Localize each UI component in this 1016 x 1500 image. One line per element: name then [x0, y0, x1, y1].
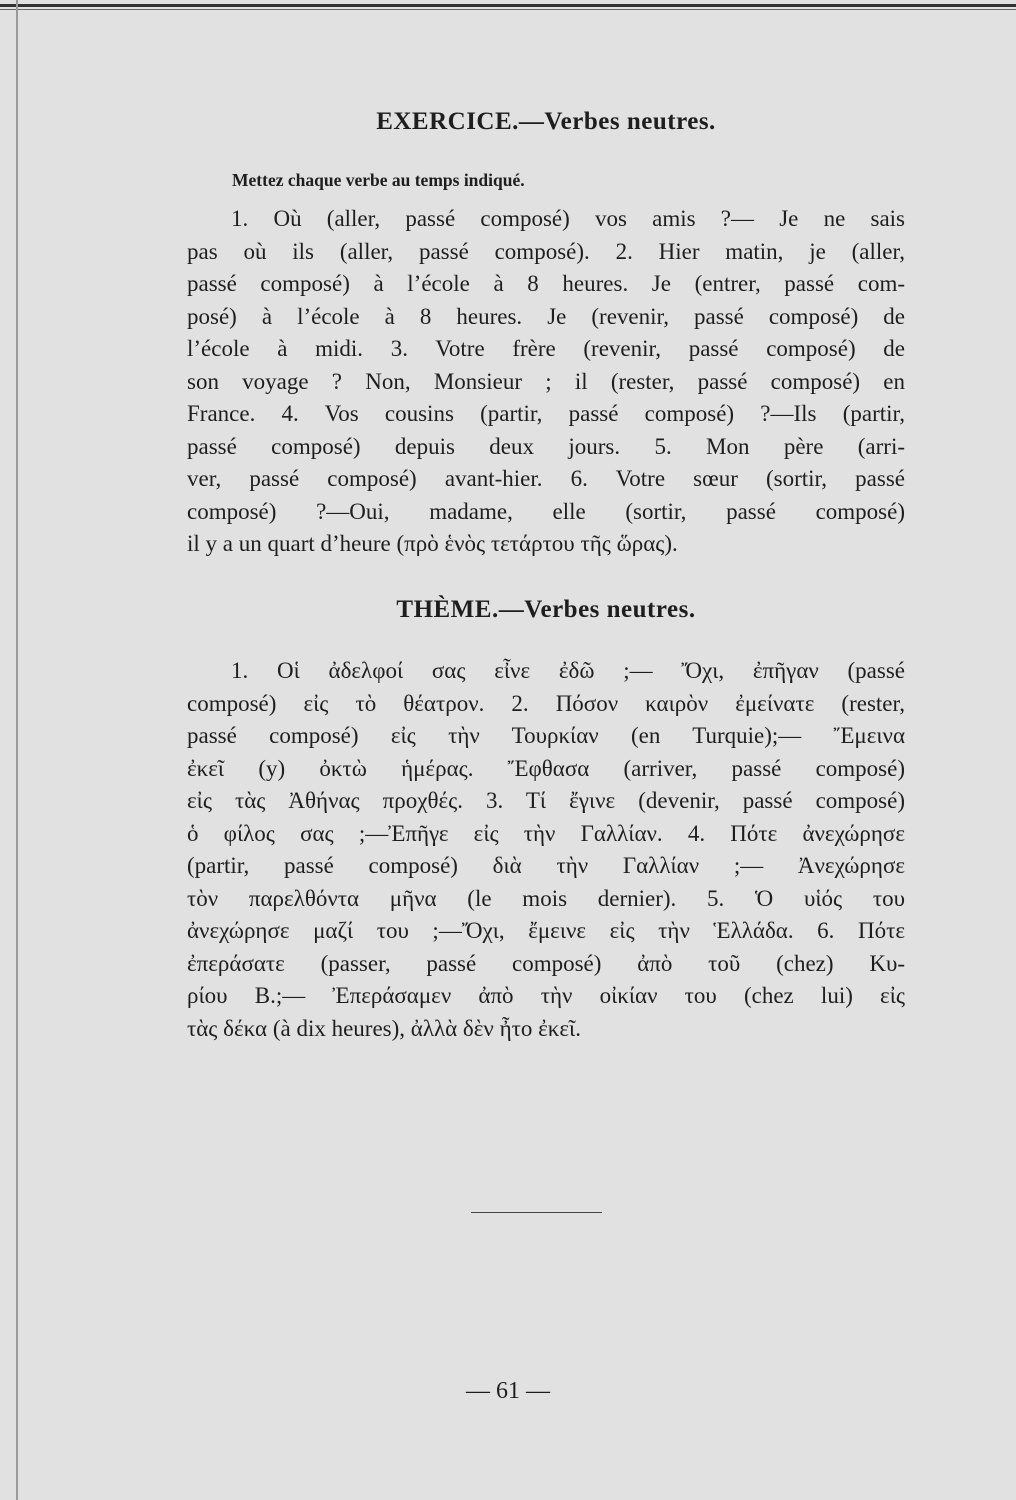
theme-heading-subject: Verbes neutres.: [524, 596, 696, 623]
exercise-line: il y a un quart d’heure (πρὸ ἑνὸς τετάρτου τῆς ὥρας).: [187, 531, 678, 556]
theme-heading-lead: THÈME.: [396, 596, 499, 623]
section-end-rule: [471, 1212, 602, 1213]
exercise-heading-subject: Verbes neutres.: [544, 108, 716, 135]
top-border-rule: [0, 4, 1016, 7]
exercise-heading-lead: EXERCICE.: [376, 108, 519, 135]
exercise-line: 1. Où (aller, passé composé) vos amis ?— Je ne sais: [231, 206, 905, 231]
exercise-line: composé) ?—Oui, madame, elle (sortir, passé composé): [187, 498, 905, 524]
theme-line: ρίου Β.;— Ἐπεράσαμεν ἀπὸ τὴν οἰκίαν του (chez lui) εἰς: [187, 983, 905, 1008]
theme-paragraph: [187, 655, 905, 1045]
exercise-instruction-block: [232, 170, 912, 191]
exercise-line: pas où ils (aller, passé composé). 2. Hier matin, je (aller,: [187, 238, 905, 264]
exercise-line: ver, passé composé) avant-hier. 6. Votre sœur (sortir, passé: [187, 466, 905, 491]
exercise-heading-dash: —: [518, 108, 545, 135]
theme-line: τὸν παρελθόντα μῆνα (le mois dernier). 5. Ὁ υἱός του: [187, 885, 905, 911]
theme-line: composé) εἰς τὸ θέατρον. 2. Πόσον καιρὸν ἐμείνατε (rester,: [187, 690, 905, 716]
theme-line: ἐκεῖ (y) ὀκτὼ ἡμέρας. Ἔφθασα (arriver, passé composé): [187, 755, 905, 781]
top-border-thin-rule: [0, 9, 1016, 10]
exercise-heading-block: [187, 108, 905, 136]
page-left-edge: [16, 0, 18, 1500]
exercise-line: passé composé) à l’école à 8 heures. Je (entrer, passé com-: [187, 271, 905, 296]
exercise-line: posé) à l’école à 8 heures. Je (revenir, passé composé) de: [187, 303, 905, 329]
theme-heading-block: [187, 596, 905, 624]
exercise-line: l’école à midi. 3. Votre frère (revenir, passé composé) de: [187, 336, 905, 361]
theme-line: (partir, passé composé) διὰ τὴν Γαλλίαν ;— Ἀνεχώρησε: [187, 853, 905, 878]
exercise-paragraph: [187, 203, 905, 561]
theme-line: εἰς τὰς Ἀθήνας προχθές. 3. Τί ἔγινε (devenir, passé composé): [187, 788, 905, 813]
exercise-instruction: Mettez chaque verbe au temps indiqué.: [232, 170, 525, 190]
theme-heading: [187, 596, 905, 624]
exercise-line: son voyage ? Non, Monsieur ; il (rester, passé composé) en: [187, 368, 905, 394]
exercise-heading: [187, 108, 905, 136]
theme-line: ὁ φίλος σας ;—Ἐπῆγε εἰς τὴν Γαλλίαν. 4. Πότε ἀνεχώρησε: [187, 820, 905, 846]
exercise-line: France. 4. Vos cousins (partir, passé composé) ?—Ils (partir,: [187, 401, 905, 426]
theme-line: passé composé) εἰς τὴν Τουρκίαν (en Turquie);— Ἔμεινα: [187, 723, 905, 748]
theme-line: ἐπεράσατε (passer, passé composé) ἀπὸ τοῦ (chez) Κυ-: [187, 950, 905, 976]
page-number: — 61 —: [466, 1378, 550, 1404]
theme-line: 1. Οἱ ἀδελφοί σας εἶνε ἐδῶ ;— Ὄχι, ἐπῆγαν (passé: [231, 658, 905, 683]
exercise-line: passé composé) depuis deux jours. 5. Mon père (arri-: [187, 433, 905, 459]
theme-line: τὰς δέκα (à dix heures), ἀλλὰ δὲν ἦτο ἐκεῖ.: [187, 1015, 581, 1041]
theme-heading-dash: —: [498, 596, 525, 623]
theme-line: ἀνεχώρησε μαζί του ;—Ὄχι, ἔμεινε εἰς τὴν Ἑλλάδα. 6. Πότε: [187, 918, 905, 943]
